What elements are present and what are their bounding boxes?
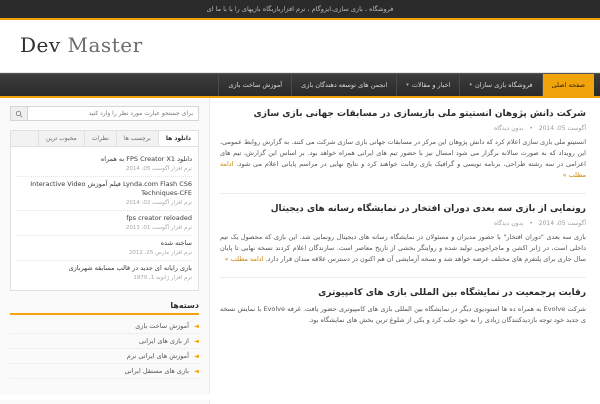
sidebar-item-category[interactable]	[10, 319, 199, 334]
download-meta	[17, 225, 192, 231]
download-date: ژانویه 1، 1970	[133, 275, 170, 281]
download-category: نرم افزار	[170, 200, 192, 206]
chevron-down-icon: ▾	[469, 82, 472, 88]
download-meta	[17, 166, 192, 172]
download-date: آگوست 01، 2013	[125, 225, 170, 231]
tab-popular[interactable]	[38, 131, 84, 146]
content-area	[0, 98, 600, 404]
category-label: آموزش ساخت بازی	[135, 322, 189, 330]
logo-second-word: Master	[67, 33, 143, 57]
download-meta	[17, 250, 192, 256]
nav-item-tutorials[interactable]	[218, 74, 291, 96]
download-category: نرم افزار	[170, 250, 192, 256]
post-title[interactable]: رقابت پرجمعیت در نمایشگاه بین المللی بازی های کامپیوتری	[318, 288, 586, 298]
downloads-widget-body	[10, 147, 199, 291]
post-item	[220, 287, 586, 326]
downloads-widget-tabs[interactable]	[10, 130, 199, 147]
download-category: نرم افزار	[170, 225, 192, 231]
download-title[interactable]: ساخته شده	[160, 239, 192, 247]
tab-comments-label: نظرات	[91, 135, 109, 142]
site-logo[interactable]	[20, 33, 143, 57]
list-item[interactable]	[17, 177, 192, 211]
meta-separator: •	[529, 125, 533, 132]
list-item[interactable]	[17, 211, 192, 236]
chevron-down-icon: ▾	[406, 82, 409, 88]
search-input[interactable]	[27, 106, 199, 121]
categories-list	[10, 319, 199, 379]
masthead	[0, 20, 600, 73]
download-meta	[17, 200, 192, 206]
categories-widget	[10, 301, 199, 379]
nav-item-shop-label: فروشگاه بازی سازان	[474, 81, 533, 89]
download-title[interactable]: بازی رایانه ای جدید در قالب مسابقه شهربازی	[68, 264, 192, 272]
post-item	[220, 108, 586, 181]
sidebar-item-category[interactable]	[10, 349, 199, 364]
post-title[interactable]: رونمایی از بازی سه بعدی دوران افتخار در نمایشگاه رسانه های دیجیتال	[270, 204, 586, 214]
nav-item-home-label: صفحه اصلی	[551, 81, 585, 89]
tab-comments[interactable]	[84, 131, 116, 146]
download-category: نرم افزار	[170, 275, 192, 281]
downloads-widget	[10, 130, 199, 291]
page-bottom-edge	[0, 394, 600, 400]
tab-popular-label: محبوب ترین	[45, 135, 77, 142]
sidebar-item-category[interactable]	[10, 334, 199, 349]
post-excerpt-text: بازی سه بعدی "دوران افتخار" با حضور مدیران و مسئولان در نمایشگاه رسانه های دیجیتال رونمایی شد. این بازی که محصول یک تیم داخلی است، در ژانر اکشن و ماجراجویی تولید شده و روایتگر بخشی از تاریخ معاصر است. سازندگان اعلام کردند نسخه نهایی تا پایان سال جاری برای پلتفرم های مختلف عرضه خواهد شد و نسخه آزمایشی آن هم اکنون در دسترس علاقه مندان قرار دارد.	[220, 233, 586, 263]
tab-tags-label: برچسب ها	[123, 135, 151, 142]
sidebar-item-category[interactable]	[10, 364, 199, 379]
bullet-icon: ◄	[194, 337, 199, 345]
read-more-link[interactable]: ادامه مطلب »	[220, 160, 586, 179]
download-date: آگوست 02، 2014	[125, 200, 170, 206]
search-widget[interactable]	[10, 106, 199, 121]
post-excerpt	[220, 137, 586, 181]
sidebar	[0, 98, 210, 404]
post-meta	[220, 125, 586, 132]
nav-item-forums-label: انجمن های توسعه دهندگان بازی	[301, 81, 388, 89]
post-comment-count[interactable]: بدون دیدگاه	[494, 125, 524, 132]
post-meta	[220, 220, 586, 227]
download-title[interactable]: fps creator reloaded	[126, 214, 192, 222]
nav-item-news-label: اخبار و مقالات	[411, 81, 451, 89]
post-comment-count[interactable]: بدون دیدگاه	[494, 220, 524, 227]
nav-item-shop[interactable]	[459, 74, 541, 96]
post-divider	[220, 193, 586, 194]
post-excerpt	[220, 232, 586, 265]
tab-tags[interactable]	[116, 131, 158, 146]
download-category: نرم افزار	[170, 166, 192, 172]
post-excerpt-text: انستیتو ملی بازی سازی اعلام کرد که دانش پژوهان این مرکز در مسابقات جهانی بازی سازی شرکت می کنند. به گزارش روابط عمومی، این رویداد که به صورت سالانه برگزار می شود امسال نیز با حضور تیم های ایرانی همراه خواهد بود. بر اساس این گزارش، تیم های اعزامی در سه رشته طراحی، برنامه نویسی و گرافیک بازی رقابت خواهند کرد و نتایج نهایی در مراسم پایانی اعلام می شود.	[220, 138, 586, 168]
download-title[interactable]: Lynda.com Flash CS6 فیلم آموزش Interactive Video Techniques-CFE	[30, 180, 192, 197]
top-tagline-text: فروشگاه ، بازی سازی،ایزوگام ، نرم افزاربازیگاه بازیهای را یا با ما ای	[206, 5, 394, 13]
search-icon[interactable]	[10, 106, 27, 121]
tab-downloads-label: دانلود ها	[165, 134, 191, 142]
post-excerpt-text: شرکت Evolve به همراه ده ها استودیوی دیگر در نمایشگاه بین المللی بازی های کامپیوتری حضور یافت. غرفه Evolve با نمایش نسخه ی جدید خود توجه بازدیدکنندگان زیادی را به خود جلب کرد و یکی از شلوغ ترین بخش های نمایشگاه بود.	[220, 305, 586, 324]
download-title[interactable]: دانلود FPS Creator X1 به همراه	[100, 155, 192, 163]
nav-item-news[interactable]	[396, 74, 459, 96]
download-meta	[17, 275, 192, 281]
category-label: بازی های مستقل ایرانی	[124, 367, 189, 375]
post-date: آگوست 05، 2014	[538, 125, 586, 132]
primary-navigation[interactable]	[0, 73, 600, 98]
category-label: از بازی های ایرانی	[139, 337, 189, 345]
top-tagline-bar	[0, 0, 600, 20]
bullet-icon: ◄	[194, 367, 199, 375]
post-excerpt	[220, 304, 586, 326]
nav-item-tutorials-label: آموزش ساخت بازی	[228, 81, 283, 89]
logo-first-word: Dev	[20, 33, 61, 57]
post-item	[220, 203, 586, 265]
categories-widget-title: دسته‌ها	[10, 301, 199, 315]
meta-separator: •	[529, 220, 533, 227]
nav-item-home[interactable]	[542, 74, 594, 96]
main-column	[210, 98, 600, 404]
post-title[interactable]: شرکت دانش پژوهان انستیتو ملی بازیسازی در مسابقات جهانی بازی سازی	[253, 109, 586, 119]
download-date: مارس 25، 2012	[128, 250, 170, 256]
list-item[interactable]	[17, 261, 192, 285]
nav-item-forums[interactable]	[291, 74, 396, 96]
post-date: آگوست 05، 2014	[538, 220, 586, 227]
download-date: آگوست 05، 2014	[125, 166, 170, 172]
tab-downloads[interactable]	[158, 131, 198, 146]
list-item[interactable]	[17, 236, 192, 261]
bullet-icon: ◄	[194, 352, 199, 360]
post-divider	[220, 277, 586, 278]
category-label: آموزش های ایرانی نرم	[126, 352, 189, 360]
bullet-icon: ◄	[194, 322, 199, 330]
list-item[interactable]	[17, 152, 192, 177]
read-more-link[interactable]: ادامه مطلب »	[224, 255, 264, 263]
